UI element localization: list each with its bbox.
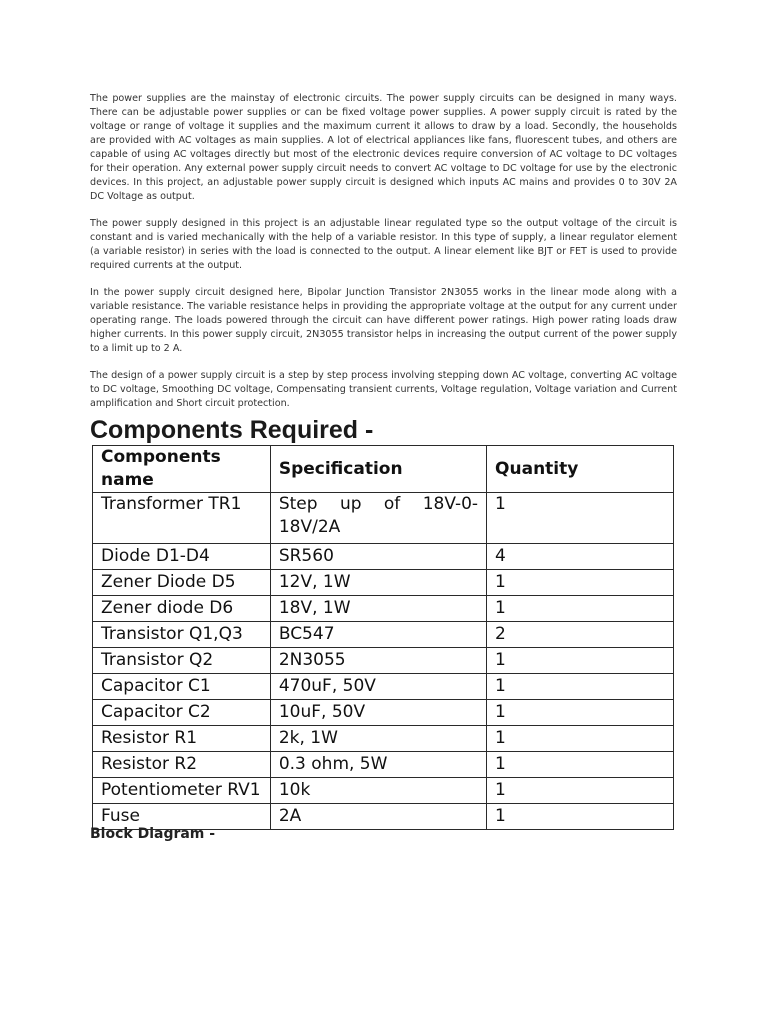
quantity-cell: 1 xyxy=(487,778,674,804)
specification-cell: 10k xyxy=(270,778,486,804)
intro-paragraph-2: The power supply designed in this project is an adjustable linear regulated type so the output voltage of the circuit is constant and is varied mechanically with the help of a variable resistor. In this type of supply, a linear regulator element (a variable resistor) in series with the load is connected to the output. A linear element like BJT or FET is used to provide required currents at the output. xyxy=(90,218,677,271)
table-row xyxy=(93,493,674,544)
table-row xyxy=(93,674,674,700)
components-table xyxy=(92,445,674,830)
table-row xyxy=(93,778,674,804)
table-row xyxy=(93,570,674,596)
specification-cell: 2A xyxy=(270,804,486,830)
component-name-cell: Transformer TR1 xyxy=(93,493,271,544)
component-name-cell: Zener Diode D5 xyxy=(93,570,271,596)
specification-cell: 2N3055 xyxy=(270,648,486,674)
quantity-cell: 1 xyxy=(487,700,674,726)
table-row xyxy=(93,622,674,648)
table-row xyxy=(93,726,674,752)
quantity-cell: 4 xyxy=(487,544,674,570)
specification-cell: 12V, 1W xyxy=(270,570,486,596)
specification-cell: 0.3 ohm, 5W xyxy=(270,752,486,778)
component-name-cell: Transistor Q1,Q3 xyxy=(93,622,271,648)
quantity-cell: 1 xyxy=(487,752,674,778)
component-name-cell: Capacitor C1 xyxy=(93,674,271,700)
header-quantity: Quantity xyxy=(487,446,674,493)
intro-paragraph-1: The power supplies are the mainstay of electronic circuits. The power supply circuits can be designed in many ways. There can be adjustable power supplies or can be fixed voltage power supplies. A power supply circuit is rated by the voltage or range of voltage it supplies and the maximum current it allows to draw by a load. Secondly, the households are provided with AC voltages as main supplies. A lot of electrical appliances like fans, fluorescent tubes, and others are capable of using AC voltages directly but most of the electronic devices require conversion of AC voltage to DC voltages for their operation. Any external power supply circuit needs to convert AC voltage to DC voltage for use by the electronic devices. In this project, an adjustable power supply circuit is designed which inputs AC mains and provides 0 to 30V 2A DC Voltage as output. xyxy=(90,93,677,202)
specification-cell: Step up of 18V-0-18V/2A xyxy=(270,493,486,544)
intro-paragraph-3: In the power supply circuit designed here, Bipolar Junction Transistor 2N3055 works in the linear mode along with a variable resistance. The variable resistance helps in providing the appropriate voltage at the output for any current under operating range. The loads powered through the circuit can have different power ratings. High power rating loads draw higher currents. In this power supply circuit, 2N3055 transistor helps in increasing the output current of the power supply to a limit up to 2 A. xyxy=(90,287,677,354)
specification-cell: 10uF, 50V xyxy=(270,700,486,726)
table-row xyxy=(93,544,674,570)
specification-cell: BC547 xyxy=(270,622,486,648)
quantity-cell: 1 xyxy=(487,648,674,674)
table-row xyxy=(93,648,674,674)
component-name-cell: Transistor Q2 xyxy=(93,648,271,674)
component-name-cell: Resistor R1 xyxy=(93,726,271,752)
table-row xyxy=(93,752,674,778)
quantity-cell: 1 xyxy=(487,674,674,700)
specification-cell: 18V, 1W xyxy=(270,596,486,622)
specification-cell: 470uF, 50V xyxy=(270,674,486,700)
header-specification: Specification xyxy=(270,446,486,493)
quantity-cell: 1 xyxy=(487,804,674,830)
intro-paragraph-4: The design of a power supply circuit is a step by step process involving stepping down AC voltage, converting AC voltage to DC voltage, Smoothing DC voltage, Compensating transient currents, Voltage regulation, Voltage variation and Current amplification and Short circuit protection. xyxy=(90,370,677,409)
component-name-cell: Zener diode D6 xyxy=(93,596,271,622)
header-components-name: Components name xyxy=(93,446,271,493)
quantity-cell: 1 xyxy=(487,726,674,752)
quantity-cell: 2 xyxy=(487,622,674,648)
component-name-cell: Diode D1-D4 xyxy=(93,544,271,570)
quantity-cell: 1 xyxy=(487,493,674,544)
component-name-cell: Resistor R2 xyxy=(93,752,271,778)
quantity-cell: 1 xyxy=(487,570,674,596)
specification-cell: SR560 xyxy=(270,544,486,570)
component-name-cell: Fuse xyxy=(93,804,271,830)
component-name-cell: Capacitor C2 xyxy=(93,700,271,726)
components-heading: Components Required - xyxy=(90,416,374,444)
components-table-wrapper xyxy=(92,445,674,830)
table-row xyxy=(93,700,674,726)
table-header-row xyxy=(93,446,674,493)
component-name-cell: Potentiometer RV1 xyxy=(93,778,271,804)
quantity-cell: 1 xyxy=(487,596,674,622)
intro-text xyxy=(90,92,677,424)
block-diagram-heading: Block Diagram - xyxy=(90,826,216,842)
specification-cell: 2k, 1W xyxy=(270,726,486,752)
table-row xyxy=(93,596,674,622)
